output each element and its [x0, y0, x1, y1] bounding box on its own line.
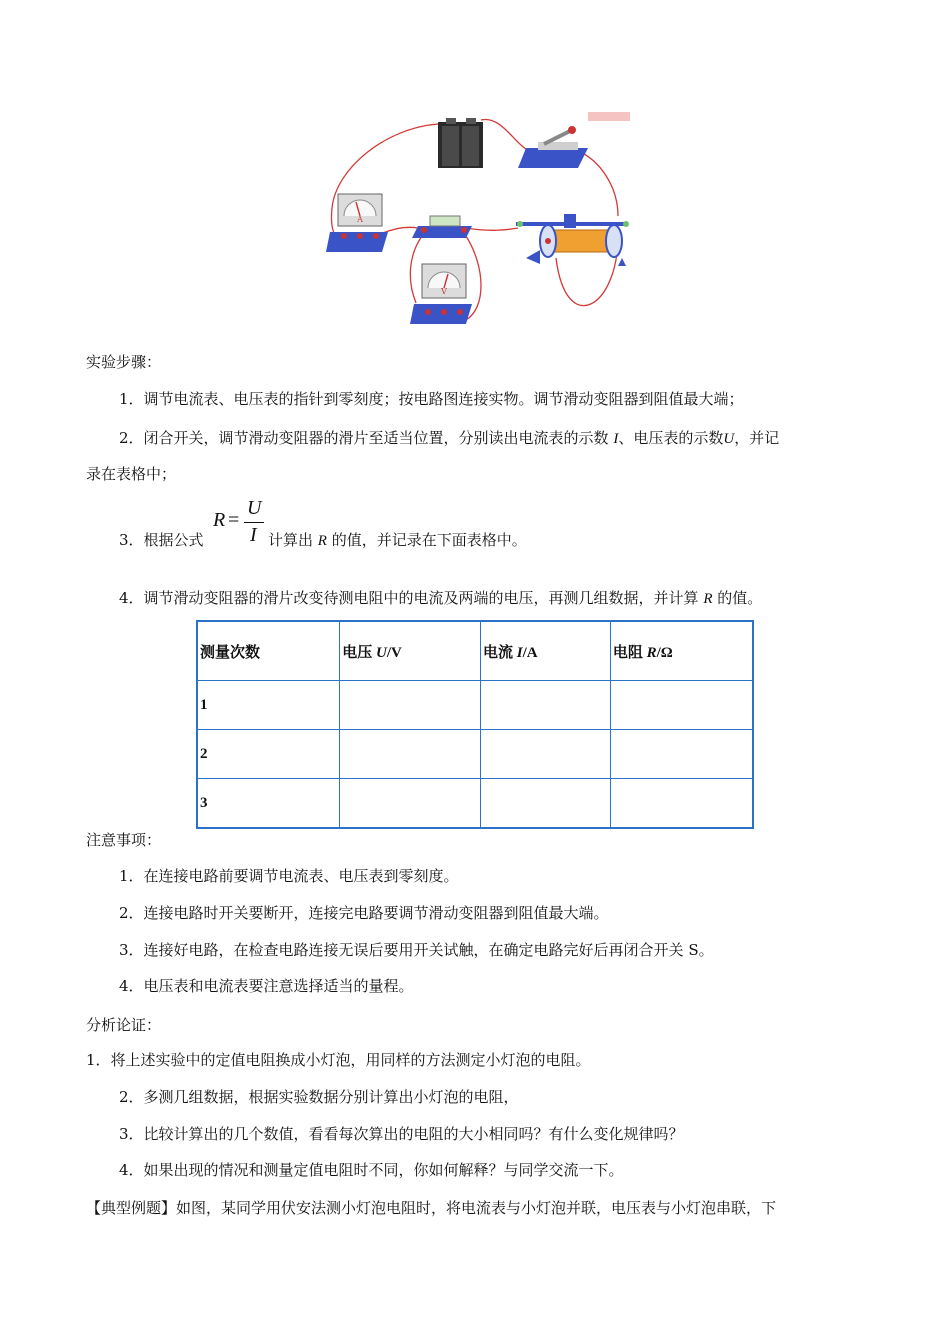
step-3-var-r: R — [317, 533, 327, 549]
step-4-num: 4． — [119, 589, 144, 607]
table-cell — [480, 779, 610, 829]
steps-heading: 实验步骤： — [86, 353, 162, 371]
analysis-2-num: 2． — [119, 1088, 144, 1106]
table-cell: 2 — [197, 730, 340, 779]
step-1 — [119, 389, 744, 409]
analysis-3 — [119, 1124, 684, 1144]
step-3-text-b: 计算出 — [268, 531, 314, 549]
ammeter — [326, 194, 388, 252]
analysis-3-num: 3． — [119, 1125, 144, 1143]
step-2-text-a: 闭合开关，调节滑动变阻器的滑片至适当位置，分别读出电流表的示数 — [143, 429, 614, 447]
table-cell — [480, 681, 610, 730]
note-1-num: 1． — [119, 867, 144, 885]
table-cell — [480, 730, 610, 779]
step-3-text-c: 的值，并记录在下面表格中。 — [331, 531, 527, 549]
measurement-table — [196, 620, 754, 829]
table-row — [197, 779, 753, 829]
analysis-4-num: 4． — [119, 1161, 144, 1179]
note-2 — [119, 903, 609, 923]
analysis-1 — [86, 1050, 591, 1070]
table-cell — [610, 779, 753, 829]
note-2-num: 2． — [119, 904, 144, 922]
header-resistance-unit: /Ω — [656, 644, 673, 661]
formula-equals: = — [228, 509, 240, 531]
table-cell: 1 — [197, 681, 340, 730]
typical-example — [86, 1198, 776, 1218]
step-4-text-a: 调节滑动变阻器的滑片改变待测电阻中的电流及两端的电压，再测几组数据，并计算 — [143, 589, 699, 607]
header-voltage-label: 电压 — [342, 644, 376, 661]
step-2-var-i: I — [613, 431, 619, 447]
note-3-text: 连接好电路，在检查电路连接无误后要用开关试触，在确定电路完好后再闭合开关 S。 — [143, 941, 714, 959]
note-1 — [119, 866, 459, 886]
header-count — [197, 621, 340, 681]
note-4-num: 4． — [119, 977, 144, 995]
step-2-text-b: 、电压表的示数 — [618, 429, 724, 447]
header-voltage-var: U — [376, 644, 387, 661]
header-count-label: 测量次数 — [200, 644, 261, 661]
sliding-rheostat — [516, 214, 629, 266]
step-1-num: 1． — [119, 390, 144, 408]
header-resistance — [610, 621, 753, 681]
fixed-resistor — [412, 216, 472, 238]
circuit-illustration — [326, 108, 636, 336]
step-3-num: 3． — [119, 531, 144, 549]
step-1-text: 调节电流表、电压表的指针到零刻度；按电路图连接实物。调节滑动变阻器到阻值最大端； — [143, 390, 744, 408]
formula-lhs: R — [213, 509, 226, 531]
step-3-a — [119, 530, 204, 550]
analysis-2-text: 多测几组数据，根据实验数据分别计算出小灯泡的电阻， — [143, 1088, 519, 1106]
step-2-num: 2． — [119, 429, 144, 447]
note-4 — [119, 976, 414, 996]
note-1-text: 在连接电路前要调节电流表、电压表到零刻度。 — [143, 867, 459, 885]
header-current-var: I — [516, 644, 523, 661]
analysis-4-text: 如果出现的情况和测量定值电阻时不同，你如何解释？与同学交流一下。 — [143, 1161, 624, 1179]
note-3-num: 3． — [119, 941, 144, 959]
analysis-1-text: 将上述实验中的定值电阻换成小灯泡，用同样的方法测定小灯泡的电阻。 — [110, 1051, 591, 1069]
header-current-label: 电流 — [482, 644, 517, 661]
step-4-text-b: 的值。 — [717, 589, 763, 607]
header-current — [480, 621, 610, 681]
step-2-continuation: 录在表格中； — [86, 465, 177, 483]
table-cell — [340, 730, 481, 779]
ohm-formula — [213, 497, 273, 547]
formula-fraction-bar — [244, 522, 264, 523]
table-cell — [340, 681, 481, 730]
battery — [438, 118, 483, 168]
table-cell — [610, 730, 753, 779]
header-resistance-var: R — [646, 644, 657, 661]
analysis-1-num: 1． — [86, 1051, 111, 1069]
ammeter-label: A — [357, 215, 363, 224]
step-4-var-r: R — [703, 591, 713, 607]
knife-switch — [518, 126, 588, 168]
table-cell — [340, 779, 481, 829]
header-current-unit: /A — [522, 644, 538, 661]
header-voltage-unit: /V — [386, 644, 402, 661]
table-cell — [610, 681, 753, 730]
analysis-heading: 分析论证： — [86, 1016, 162, 1034]
table-header-row — [197, 621, 753, 681]
formula-numerator: U — [247, 497, 262, 519]
step-3-b — [268, 530, 527, 551]
header-voltage — [340, 621, 481, 681]
analysis-3-text: 比较计算出的几个数值，看看每次算出的电阻的大小相同吗？有什么变化规律吗？ — [143, 1125, 684, 1143]
step-2-var-u: U — [723, 431, 735, 447]
note-4-text: 电压表和电流表要注意选择适当的量程。 — [143, 977, 414, 995]
header-resistance-label: 电阻 — [612, 644, 647, 661]
example-tag: 【典型例题】 — [86, 1199, 177, 1217]
table-row — [197, 730, 753, 779]
notes-heading: 注意事项： — [86, 831, 162, 849]
step-2-text-c: ，并记 — [734, 429, 780, 447]
example-text: 如图，某同学用伏安法测小灯泡电阻时，将电流表与小灯泡并联，电压表与小灯泡串联，下 — [176, 1199, 777, 1217]
analysis-4 — [119, 1160, 624, 1180]
voltmeter-label: V — [441, 287, 447, 296]
note-3 — [119, 940, 714, 960]
table-cell: 3 — [197, 779, 340, 829]
formula-denominator: I — [250, 524, 257, 546]
step-3-text-a: 根据公式 — [143, 531, 204, 549]
pink-strip — [588, 112, 630, 121]
table-row — [197, 681, 753, 730]
note-2-text: 连接电路时开关要断开，连接完电路要调节滑动变阻器到阻值最大端。 — [143, 904, 609, 922]
step-4 — [119, 588, 762, 609]
step-2 — [119, 428, 779, 449]
analysis-2 — [119, 1087, 519, 1107]
voltmeter — [410, 264, 472, 324]
